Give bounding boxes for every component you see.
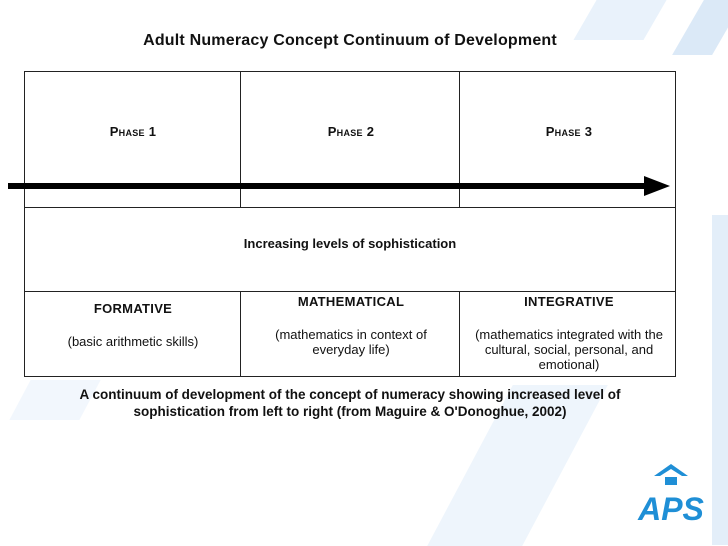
- phase-2-header: [243, 124, 459, 139]
- phase-3-header: [461, 124, 677, 139]
- row-divider: [25, 291, 675, 292]
- phase-1-header: [25, 124, 241, 139]
- aps-logo: [632, 462, 710, 526]
- arrow-label: Increasing levels of sophistication: [243, 236, 457, 251]
- category-description: (mathematics integrated with the cultural, social, personal, and emotional): [475, 327, 663, 372]
- background-decoration: [712, 215, 728, 545]
- house-roof-icon: [654, 464, 688, 476]
- category-description: (basic arithmetic skills): [67, 334, 199, 349]
- phase-label: Phase 2: [327, 124, 375, 139]
- figure-caption: A continuum of development of the concept of numeracy showing increased level of sophistication from left to right (from Maguire & O'Donoghue, 2002): [79, 387, 621, 419]
- arrow-shaft: [8, 183, 646, 189]
- column-divider: [459, 291, 460, 377]
- logo-text: APS: [638, 491, 704, 526]
- category-formative: [25, 301, 241, 349]
- arrow-head-icon: [644, 176, 670, 196]
- continuum-table: [24, 71, 676, 377]
- category-integrative: [461, 294, 677, 372]
- slide-title: Adult Numeracy Concept Continuum of Development: [143, 32, 557, 49]
- row-divider: [25, 207, 675, 208]
- category-heading: MATHEMATICAL: [297, 294, 405, 309]
- category-heading: INTEGRATIVE: [524, 294, 614, 309]
- category-mathematical: [243, 294, 459, 357]
- phase-label: Phase 3: [545, 124, 593, 139]
- logo-box: [665, 477, 677, 485]
- category-heading: FORMATIVE: [93, 301, 173, 316]
- phase-label: Phase 1: [109, 124, 157, 139]
- sophistication-arrow: [8, 176, 670, 196]
- category-description: (mathematics in context of everyday life): [275, 327, 427, 357]
